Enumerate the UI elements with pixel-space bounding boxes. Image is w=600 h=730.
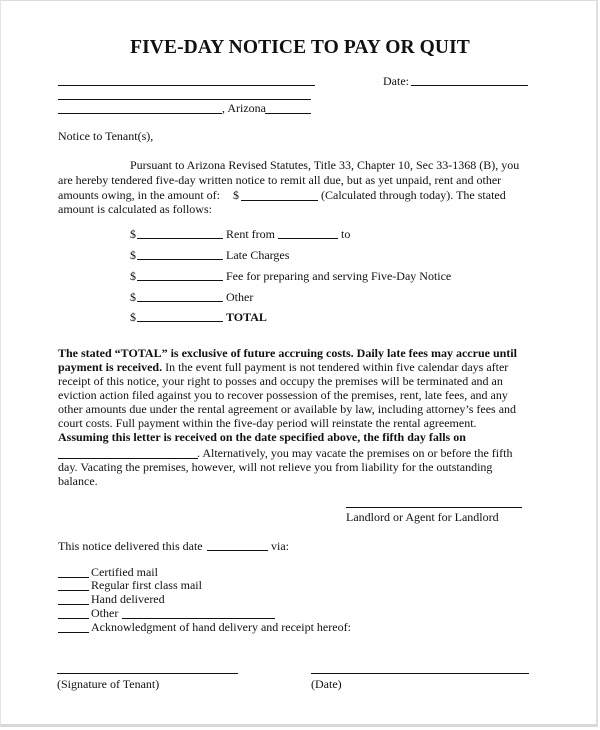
state-label: , Arizona: [222, 101, 266, 115]
delivery-date-field[interactable]: [207, 550, 268, 551]
charge-label-fee: Fee for preparing and serving Five-Day Notice: [226, 269, 452, 283]
certified-mail-checkbox[interactable]: [58, 577, 89, 578]
delivery-method-label: Certified mail: [91, 565, 158, 579]
terms-line-3: receipt of this notice, your right to posses and occupy the premises will be terminated and an: [58, 374, 503, 388]
terms-line-5: other amounts due under the rental agreement or available by law, including attorney’s fees and: [58, 402, 517, 416]
city-field[interactable]: [58, 113, 222, 114]
delivery-method-label: Hand delivered: [91, 592, 165, 606]
amount-currency: $: [233, 188, 239, 202]
zip-field[interactable]: [265, 113, 311, 114]
greeting: Notice to Tenant(s),: [58, 129, 154, 143]
other-charges-field[interactable]: [137, 301, 223, 302]
hand-delivered-checkbox[interactable]: [58, 604, 89, 605]
total-field[interactable]: [137, 321, 223, 322]
signature-date-label: (Date): [311, 677, 342, 691]
intro-line-3-suffix: (Calculated through today). The stated: [321, 188, 506, 202]
terms-line-2-rest: In the event full payment is not tendered within five calendar days after: [162, 360, 509, 374]
charge-currency: $: [130, 310, 136, 324]
charge-label-late: Late Charges: [226, 248, 290, 262]
terms-bold-1: The stated “TOTAL” is exclusive of future accruing costs. Daily late fees may accrue until: [58, 346, 517, 360]
terms-bold-2: payment is received.: [58, 360, 163, 374]
document-title: FIVE-DAY NOTICE TO PAY OR QUIT: [130, 37, 470, 58]
other-method-field[interactable]: [122, 618, 275, 619]
date-field[interactable]: [411, 85, 528, 86]
charge-label-other: Other: [226, 290, 254, 304]
intro-line-2: are hereby tendered five-day written notice to remit all due, but as yet unpaid, rent and other: [58, 173, 502, 187]
tenant-name-field[interactable]: [58, 85, 315, 86]
charge-currency: $: [130, 227, 136, 241]
charge-to-label: to: [341, 227, 351, 241]
terms-line-4: eviction action filed against you to recover possession of the premises, rent, late fees, and any: [58, 388, 508, 402]
charge-label-rent: Rent from: [226, 227, 275, 241]
delivery-method-label: Other: [91, 606, 119, 620]
terms-line-2: [58, 360, 508, 375]
delivery-prefix: This notice delivered this date: [58, 539, 203, 553]
amount-owed-field[interactable]: [241, 200, 318, 201]
delivery-method-label: Regular first class mail: [91, 578, 202, 592]
terms-bold-3: Assuming this letter is received on the date specified above, the fifth day falls on: [58, 430, 466, 444]
delivery-suffix: via:: [271, 539, 289, 553]
charge-label-total: TOTAL: [226, 310, 267, 324]
late-charges-field[interactable]: [137, 259, 223, 260]
charge-currency: $: [130, 290, 136, 304]
intro-line-4: amount is calculated as follows:: [58, 202, 212, 216]
first-class-mail-checkbox[interactable]: [58, 590, 89, 591]
charge-currency: $: [130, 269, 136, 283]
intro-line-3-prefix: amounts owing, in the amount of:: [58, 188, 220, 202]
terms-line-9: day. Vacating the premises, however, will not relieve you from liability for the outstanding: [58, 460, 493, 474]
terms-line-8: . Alternatively, you may vacate the premises on or before the fifth: [197, 446, 513, 460]
charge-currency: $: [130, 248, 136, 262]
acknowledgment-checkbox[interactable]: [58, 632, 89, 633]
delivery-method-label: Acknowledgment of hand delivery and receipt hereof:: [91, 620, 351, 634]
address-field[interactable]: [58, 99, 311, 100]
notice-fee-field[interactable]: [137, 280, 223, 281]
tenant-signature-field[interactable]: [57, 673, 238, 674]
fifth-day-field[interactable]: [58, 458, 198, 459]
other-method-checkbox[interactable]: [58, 618, 89, 619]
landlord-signature-field[interactable]: [346, 507, 522, 508]
landlord-label: Landlord or Agent for Landlord: [346, 510, 499, 524]
tenant-signature-date-field[interactable]: [311, 673, 529, 674]
intro-line-1: Pursuant to Arizona Revised Statutes, Title 33, Chapter 10, Sec 33-1368 (B), you: [130, 158, 520, 172]
rent-from-field[interactable]: [278, 238, 338, 239]
date-label: Date:: [383, 74, 409, 88]
terms-line-6: court costs. Full payment within the five-day period will reinstate the rental agreement.: [58, 416, 477, 430]
signature-label: (Signature of Tenant): [57, 677, 160, 691]
terms-line-10: balance.: [58, 474, 98, 488]
rent-amount-field[interactable]: [137, 238, 223, 239]
